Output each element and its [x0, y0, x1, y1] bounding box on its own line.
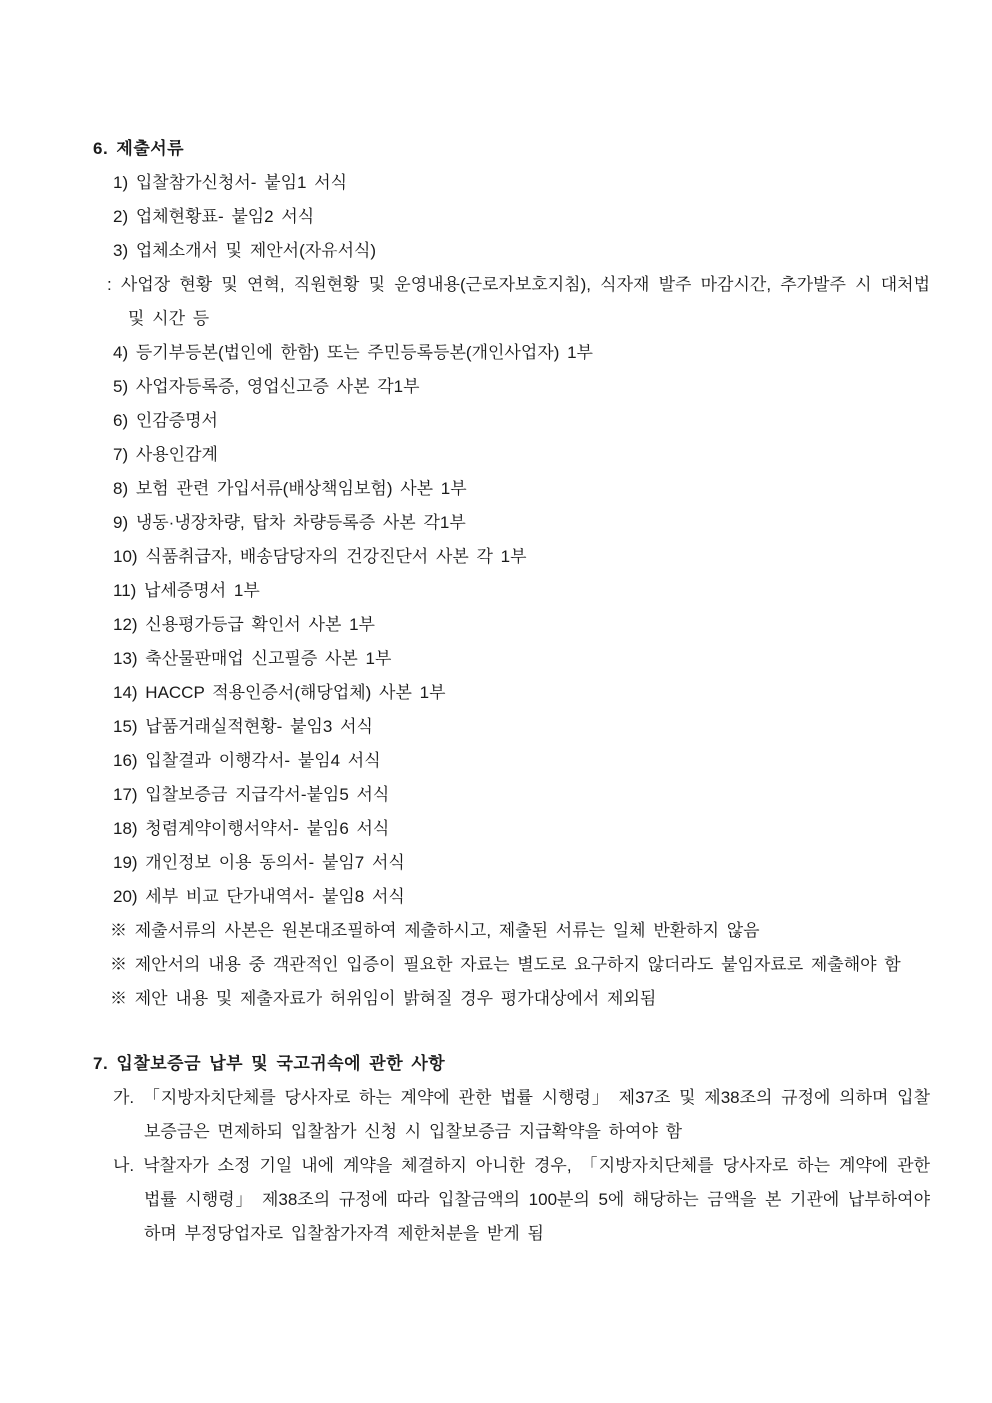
numbered-item: 8) 보험 관련 가입서류(배상책임보험) 사본 1부: [113, 479, 467, 498]
numbered-item: 5) 사업자등록증, 영업신고증 사본 각1부: [113, 377, 420, 396]
numbered-item: 3) 업체소개서 및 제안서(자유서식): [113, 241, 377, 260]
numbered-item: 7) 사용인감계: [113, 445, 218, 464]
section7-heading: 7. 입찰보증금 납부 및 국고귀속에 관한 사항: [93, 1054, 446, 1073]
numbered-item: 12) 신용평가등급 확인서 사본 1부: [113, 615, 375, 634]
numbered-item: 20) 세부 비교 단가내역서- 붙임8 서식: [113, 887, 405, 906]
numbered-item: 2) 업체현황표- 붙임2 서식: [113, 207, 315, 226]
section6-list: [93, 166, 930, 1016]
numbered-item: 1) 입찰참가신청서- 붙임1 서식: [113, 173, 348, 192]
numbered-item: 10) 식품취급자, 배송담당자의 건강진단서 사본 각 1부: [113, 547, 527, 566]
numbered-item: 13) 축산물판매업 신고필증 사본 1부: [113, 649, 392, 668]
section-bid-bond: [93, 1047, 930, 1251]
numbered-item: 9) 냉동·냉장차량, 탑차 차량등록증 사본 각1부: [113, 513, 466, 532]
note-line: ※ 제출서류의 사본은 원본대조필하여 제출하시고, 제출된 서류는 일체 반환하지 않음: [110, 921, 760, 940]
numbered-item: 17) 입찰보증금 지급각서-붙임5 서식: [113, 785, 390, 804]
sub-item: 나. 낙찰자가 소정 기일 내에 계약을 체결하지 아니한 경우, 「지방자치단체를 당사자로 하는 계약에 관한 법률 시행령」 제38조의 규정에 따라 입찰금액의 100분의 5에 해당하는 금액을 본 기관에 납부하여야 하며 부정당업자로 입찰참가자격 제한처분을 받게 됨: [113, 1156, 930, 1243]
numbered-item: 16) 입찰결과 이행각서- 붙임4 서식: [113, 751, 381, 770]
description-line: : 사업장 현황 및 연혁, 직원현황 및 운영내용(근로자보호지침), 식자재 발주 마감시간, 추가발주 시 대처법 및 시간 등: [107, 275, 930, 328]
numbered-item: 6) 인감증명서: [113, 411, 218, 430]
numbered-item: 19) 개인정보 이용 동의서- 붙임7 서식: [113, 853, 405, 872]
numbered-item: 14) HACCP 적용인증서(해당업체) 사본 1부: [113, 683, 446, 702]
section6-heading: 6. 제출서류: [93, 139, 185, 158]
numbered-item: 11) 납세증명서 1부: [113, 581, 260, 600]
section-submission-documents: [93, 132, 930, 1016]
sub-item: 가. 「지방자치단체를 당사자로 하는 계약에 관한 법률 시행령」 제37조 및 제38조의 규정에 의하며 입찰보증금은 면제하되 입찰참가 신청 시 입찰보증금 지급확약을 하여야 함: [113, 1088, 930, 1141]
numbered-item: 4) 등기부등본(법인에 한함) 또는 주민등록등본(개인사업자) 1부: [113, 343, 593, 362]
section7-list: [93, 1081, 930, 1251]
note-line: ※ 제안 내용 및 제출자료가 허위임이 밝혀질 경우 평가대상에서 제외됨: [110, 989, 657, 1008]
numbered-item: 18) 청렴계약이행서약서- 붙임6 서식: [113, 819, 390, 838]
numbered-item: 15) 납품거래실적현황- 붙임3 서식: [113, 717, 373, 736]
note-line: ※ 제안서의 내용 중 객관적인 입증이 필요한 자료는 별도로 요구하지 않더라도 붙임자료로 제출해야 함: [110, 955, 901, 974]
